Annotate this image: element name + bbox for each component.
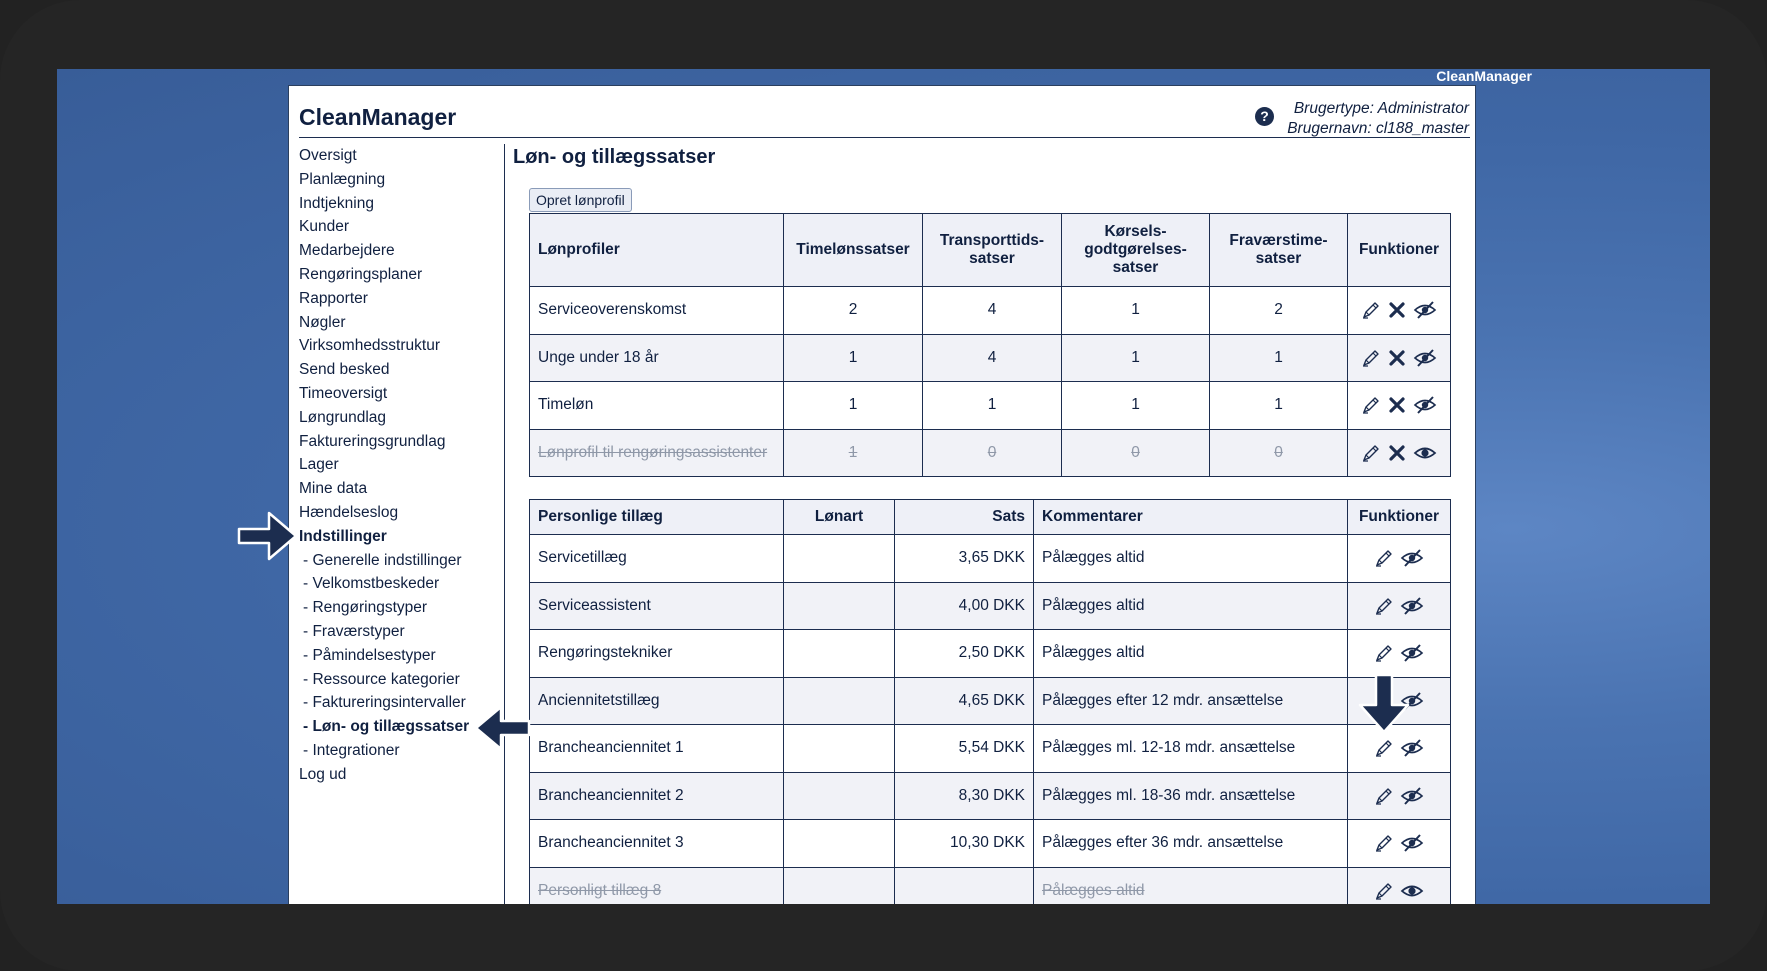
pencil-icon[interactable]: [1361, 300, 1381, 320]
sidebar-item-virksomhedsstruktur[interactable]: Virksomhedsstruktur: [299, 337, 440, 355]
column-header: Kommentarer: [1034, 500, 1348, 535]
sidebar-divider: [504, 144, 505, 904]
functions-cell: [1348, 535, 1451, 583]
wage-type-cell: [784, 867, 895, 904]
wage-type-cell: [784, 725, 895, 773]
sidebar-item-loengrundlag[interactable]: Løngrundlag: [299, 408, 387, 426]
profile-name-cell: Serviceoverenskomst: [530, 287, 784, 335]
comment-cell: Pålægges altid: [1034, 630, 1348, 678]
pencil-icon[interactable]: [1374, 643, 1394, 663]
allowance-name-cell: Anciennitetstillæg: [530, 677, 784, 725]
pencil-icon[interactable]: [1374, 881, 1394, 901]
sidebar-item-noegler[interactable]: Nøgler: [299, 313, 346, 331]
arrow-icon: [237, 510, 299, 562]
sidebar-item-planlaegning[interactable]: Planlægning: [299, 170, 386, 188]
comment-cell: Pålægges altid: [1034, 535, 1348, 583]
column-header: Funktioner: [1348, 214, 1451, 287]
pencil-icon[interactable]: [1361, 395, 1381, 415]
comment-cell: Pålægges ml. 18-36 mdr. ansættelse: [1034, 772, 1348, 820]
table-row: [530, 725, 1451, 773]
create-salary-profile-button[interactable]: Opret lønprofil: [529, 188, 632, 212]
pencil-icon[interactable]: [1374, 596, 1394, 616]
arrow-icon: [1357, 673, 1411, 735]
sidebar-item-kunder[interactable]: Kunder: [299, 218, 349, 236]
absence-rates-cell: 1: [1210, 382, 1348, 430]
table-header-row: [530, 214, 1451, 287]
eye-slash-icon[interactable]: [1400, 738, 1424, 758]
wage-type-cell: [784, 677, 895, 725]
transport-rates-cell: 0: [923, 429, 1062, 477]
table-row: [530, 772, 1451, 820]
eye-slash-icon[interactable]: [1400, 833, 1424, 853]
sidebar-item-oversigt[interactable]: Oversigt: [299, 147, 357, 164]
desktop-window-title: CleanManager: [1436, 69, 1532, 84]
allowance-name-cell: Brancheanciennitet 3: [530, 820, 784, 868]
comment-cell: Pålægges efter 36 mdr. ansættelse: [1034, 820, 1348, 868]
absence-rates-cell: 0: [1210, 429, 1348, 477]
eye-slash-icon[interactable]: [1413, 348, 1437, 368]
close-icon[interactable]: [1387, 395, 1407, 415]
sidebar-item-lager[interactable]: Lager: [299, 456, 339, 474]
mileage-rates-cell: 0: [1062, 429, 1210, 477]
sidebar-item-generelle-indstillinger[interactable]: - Generelle indstillinger: [303, 551, 462, 569]
pencil-icon[interactable]: [1374, 833, 1394, 853]
absence-rates-cell: 2: [1210, 287, 1348, 335]
table-row: [530, 535, 1451, 583]
header-divider: [299, 137, 1470, 138]
help-icon[interactable]: ?: [1255, 107, 1274, 126]
table-row: [530, 429, 1451, 477]
arrow-icon: [473, 704, 531, 752]
column-header: Transporttids-satser: [923, 214, 1062, 287]
table-row: [530, 630, 1451, 678]
rate-cell: 4,65 DKK: [895, 677, 1034, 725]
functions-cell: [1348, 867, 1451, 904]
personal-allowances-table: [529, 499, 1451, 904]
allowance-name-cell: Personligt tillæg 8: [530, 867, 784, 904]
sidebar-item-medarbejdere[interactable]: Medarbejdere: [299, 242, 395, 260]
close-icon[interactable]: [1387, 348, 1407, 368]
eye-slash-icon[interactable]: [1413, 300, 1437, 320]
column-header: Funktioner: [1348, 500, 1451, 535]
sidebar-item-loen-og-tillaegssatser[interactable]: - Løn- og tillægssatser: [303, 718, 470, 736]
sidebar-item-rengoeringsplaner[interactable]: Rengøringsplaner: [299, 265, 423, 283]
wage-type-cell: [784, 582, 895, 630]
comment-cell: Pålægges efter 12 mdr. ansættelse: [1034, 677, 1348, 725]
sidebar-item-rapporter[interactable]: Rapporter: [299, 289, 368, 307]
sidebar-item-integrationer[interactable]: - Integrationer: [303, 741, 400, 759]
rate-cell: [895, 867, 1034, 904]
sidebar-item-timeoversigt[interactable]: Timeoversigt: [299, 384, 388, 402]
rate-cell: 4,00 DKK: [895, 582, 1034, 630]
functions-cell: [1348, 630, 1451, 678]
allowance-name-cell: Brancheanciennitet 2: [530, 772, 784, 820]
close-icon[interactable]: [1387, 443, 1407, 463]
allowance-name-cell: Rengøringstekniker: [530, 630, 784, 678]
allowance-name-cell: Brancheanciennitet 1: [530, 725, 784, 773]
sidebar-item-indstillinger[interactable]: Indstillinger: [299, 527, 387, 545]
transport-rates-cell: 4: [923, 334, 1062, 382]
functions-cell: [1348, 772, 1451, 820]
sidebar-item-faktureringsgrundlag[interactable]: Faktureringsgrundlag: [299, 432, 446, 450]
pencil-icon[interactable]: [1374, 786, 1394, 806]
comment-cell: Pålægges altid: [1034, 582, 1348, 630]
pencil-icon[interactable]: [1374, 738, 1394, 758]
mileage-rates-cell: 1: [1062, 382, 1210, 430]
app-window: [288, 85, 1476, 904]
sidebar-item-pamindelsestyper[interactable]: - Påmindelsestyper: [303, 646, 436, 664]
wage-type-cell: [784, 820, 895, 868]
column-header: Personlige tillæg: [530, 500, 784, 535]
column-header: Sats: [895, 500, 1034, 535]
sidebar-item-mine-data[interactable]: Mine data: [299, 480, 368, 498]
mileage-rates-cell: 1: [1062, 287, 1210, 335]
sidebar-item-fravaerstyper[interactable]: - Fraværstyper: [303, 622, 405, 640]
allowance-name-cell: Servicetillæg: [530, 535, 784, 583]
eye-slash-icon[interactable]: [1413, 395, 1437, 415]
sidebar-item-haendelseslog[interactable]: Hændelseslog: [299, 503, 399, 521]
table-row: [530, 582, 1451, 630]
functions-cell: [1348, 582, 1451, 630]
app-title: CleanManager: [299, 104, 457, 130]
user-info: [1287, 99, 1469, 139]
column-header: Lønprofiler: [530, 214, 784, 287]
wage-type-cell: [784, 535, 895, 583]
table-row: [530, 382, 1451, 430]
rate-cell: 2,50 DKK: [895, 630, 1034, 678]
profile-name-cell: Timeløn: [530, 382, 784, 430]
pencil-icon[interactable]: [1374, 548, 1394, 568]
rate-cell: 3,65 DKK: [895, 535, 1034, 583]
comment-cell: Pålægges ml. 12-18 mdr. ansættelse: [1034, 725, 1348, 773]
close-icon[interactable]: [1387, 300, 1407, 320]
pencil-icon[interactable]: [1361, 348, 1381, 368]
sidebar-item-rengoeringstyper[interactable]: - Rengøringstyper: [303, 599, 428, 617]
eye-icon[interactable]: [1400, 881, 1424, 901]
transport-rates-cell: 1: [923, 382, 1062, 430]
sidebar-item-ressource-kategorier[interactable]: - Ressource kategorier: [303, 670, 460, 688]
functions-cell: [1348, 382, 1451, 430]
allowance-name-cell: Serviceassistent: [530, 582, 784, 630]
hourly-rates-cell: 1: [784, 429, 923, 477]
sidebar-item-faktureringsintervaller[interactable]: - Faktureringsintervaller: [303, 694, 466, 712]
functions-cell: [1348, 820, 1451, 868]
table-header-row: [530, 500, 1451, 535]
rate-cell: 8,30 DKK: [895, 772, 1034, 820]
column-header: Lønart: [784, 500, 895, 535]
sidebar-item-log-ud[interactable]: Log ud: [299, 765, 347, 783]
rate-cell: 10,30 DKK: [895, 820, 1034, 868]
sidebar-item-send-besked[interactable]: Send besked: [299, 361, 390, 379]
eye-slash-icon[interactable]: [1400, 548, 1424, 568]
page-title: Løn- og tillægssatser: [513, 146, 716, 168]
hourly-rates-cell: 2: [784, 287, 923, 335]
column-header: Timelønssatser: [784, 214, 923, 287]
pencil-icon[interactable]: [1361, 443, 1381, 463]
salary-profiles-table: [529, 213, 1451, 477]
transport-rates-cell: 4: [923, 287, 1062, 335]
hourly-rates-cell: 1: [784, 334, 923, 382]
functions-cell: [1348, 287, 1451, 335]
user-type: Brugertype: Administrator: [1293, 100, 1469, 117]
absence-rates-cell: 1: [1210, 334, 1348, 382]
sidebar-item-indtjekning[interactable]: Indtjekning: [299, 194, 374, 212]
functions-cell: [1348, 429, 1451, 477]
functions-cell: [1348, 334, 1451, 382]
hourly-rates-cell: 1: [784, 382, 923, 430]
table-row: [530, 677, 1451, 725]
profile-name-cell: Unge under 18 år: [530, 334, 784, 382]
rate-cell: 5,54 DKK: [895, 725, 1034, 773]
column-header: Fraværstime-satser: [1210, 214, 1348, 287]
column-header: Kørsels-godtgørelses-satser: [1062, 214, 1210, 287]
wage-type-cell: [784, 772, 895, 820]
eye-icon[interactable]: [1413, 443, 1437, 463]
eye-slash-icon[interactable]: [1400, 643, 1424, 663]
table-row: [530, 867, 1451, 904]
sidebar-nav: [299, 144, 509, 787]
table-row: [530, 287, 1451, 335]
table-row: [530, 820, 1451, 868]
eye-slash-icon[interactable]: [1400, 786, 1424, 806]
sidebar-item-velkomstbeskeder[interactable]: - Velkomstbeskeder: [303, 575, 440, 593]
table-row: [530, 334, 1451, 382]
wage-type-cell: [784, 630, 895, 678]
user-name: Brugernavn: cl188_master: [1287, 120, 1469, 137]
comment-cell: Pålægges altid: [1034, 867, 1348, 904]
mileage-rates-cell: 1: [1062, 334, 1210, 382]
eye-slash-icon[interactable]: [1400, 596, 1424, 616]
profile-name-cell: Lønprofil til rengøringsassistenter: [530, 429, 784, 477]
desktop: [57, 69, 1710, 904]
